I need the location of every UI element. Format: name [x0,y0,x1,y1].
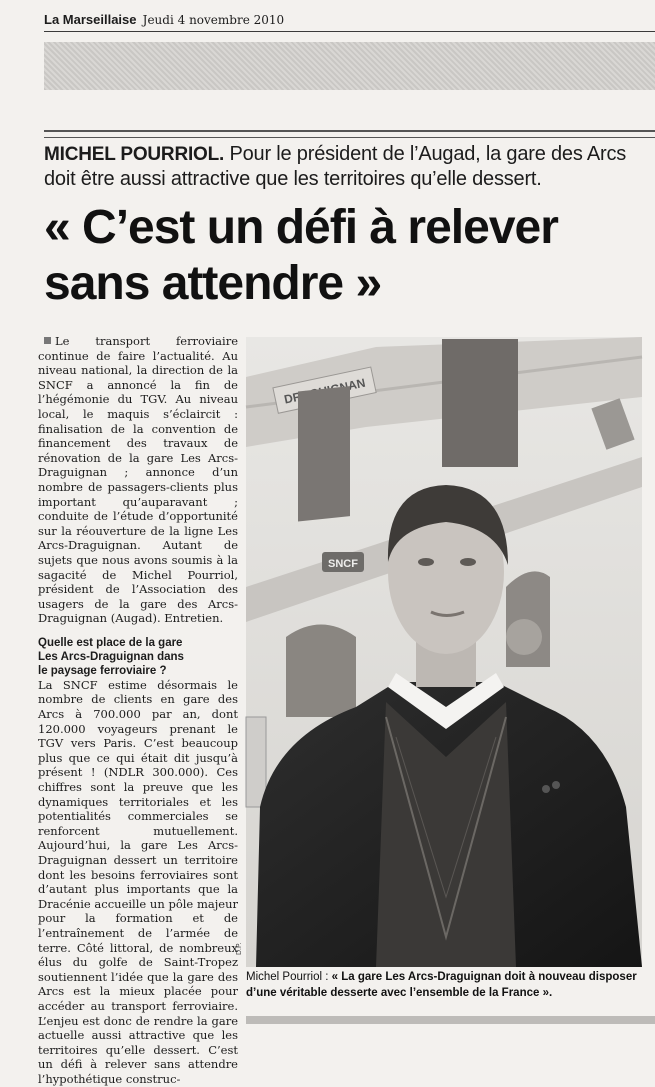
interview-answer: La SNCF estime désormais le nombre de clients en gare des Arcs à 700.000 par an, dont 120.000 voyageurs prenant le TGV vers Paris. C’est beaucoup plus que ce qui était dit jusqu’à présent ! (NDLR 300.000). Ces chiffres sont la preuve que les dynamiques territoriales et les potentialités commerciales se renforcent mutuellement. Aujourd’hui, la gare Les Arcs-Draguignan dessert un territoire dont les besoins ferroviaires sont d’autant plus importants que la Dracénie accueille un pôle majeur pour la formation et de l’entraînement de l’armée de terre. Côté littoral, de nombreux élus du golfe de Saint-Tropez soutiennent l’idée que la gare des Arcs est la mieux placée pour accéder au transport ferroviaire. L’enjeu est donc de rendre la gare actuelle aussi attractive que les territoires qu’elle dessert. C’est un défi à relever sans attendre l’hypothétique construc- [38,677,238,1086]
article-top-rule-thin [44,137,655,138]
bottom-gray-band [246,1016,655,1024]
intro-text: Le transport ferroviaire continue de faire l’actualité. Au niveau national, la direction de la SNCF a annoncé la fin de l’hégémonie du TGV. Au niveau local, le maquis s’éclaircit : finalisation de la convention de financement des travaux de rénovation de la gare Les Arcs-Draguignan ; annonce d’un nombre de passagers-clients plus important qu’auparavant ; conduite de l’étude d’opportunité sur la réouverture de la ligne Les Arcs-Draguignan. Autant de sujets que nous avons soumis à la sagacité de Michel Pourriol, président de l’Association des usagers de la gare des Arcs-Draguignan (Augad). Entretien. [38,334,238,626]
photo-illustration [246,337,642,967]
interview-question [38,636,238,678]
deck-name: MICHEL POURRIOL. [44,144,225,165]
caption-quote: « La gare Les Arcs-Draguignan doit à nouveau disposer d’une véritable desserte avec l’ensemble de la France ». [246,971,637,999]
question-line: Quelle est place de la gare [38,636,183,649]
question-line: Les Arcs-Draguignan dans [38,650,184,663]
sncf-sign-text: SNCF [328,558,358,570]
header-rule [44,31,655,32]
article-top-rule [44,130,655,132]
photo-caption [246,969,644,1001]
article-deck [44,142,655,192]
question-line: le paysage ferroviaire ? [38,664,167,677]
gray-banner [44,42,655,90]
issue-date: Jeudi 4 novembre 2010 [142,13,285,27]
newspaper-header [44,10,655,30]
photo-credit: D.P. [236,942,243,955]
intro-paragraph [38,334,238,626]
portrait-photo [246,337,642,967]
newspaper-name: La Marseillaise [44,12,137,27]
article-headline: « C’est un défi à relever sans attendre » [44,201,558,310]
caption-name: Michel Pourriol : [246,971,329,983]
deck-text: Pour le président de l’Augad, la gare des Arcs doit être aussi attractive que les territoires qu’elle dessert. [44,143,627,190]
bullet-square-icon [44,337,51,344]
article-body-column [38,334,238,1086]
